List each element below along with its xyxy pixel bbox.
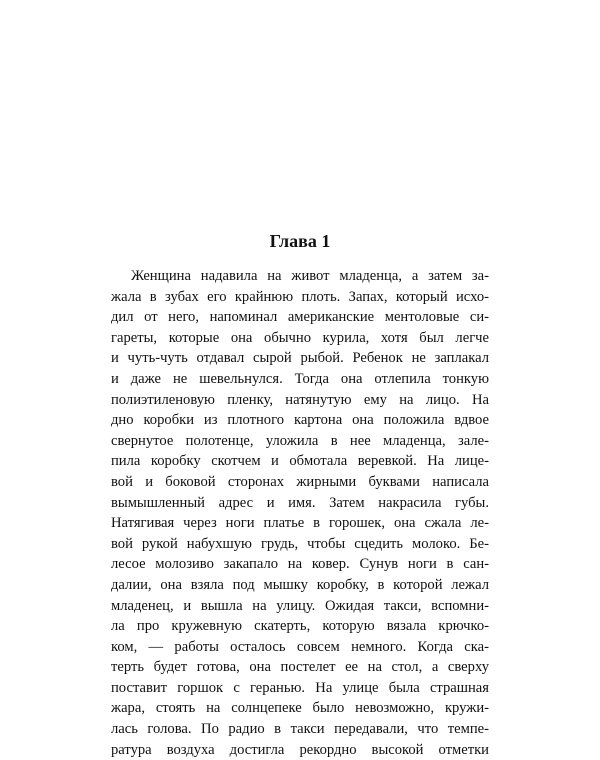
text-line: вой рукой набухшую грудь, чтобы сцедить молоко. Бе- (111, 535, 489, 552)
text-line: лась голова. По радио в такси передавали, что темпе- (111, 721, 489, 738)
text-line: гареты, которые она обычно курила, хотя был легче (111, 329, 489, 346)
text-line: полиэтиленовую пленку, натянутую ему на лицо. На (111, 391, 489, 408)
text-line: далии, она взяла под мышку коробку, в которой лежал (111, 576, 489, 593)
text-line: Натягивая через ноги платье в горошек, она сжала ле- (111, 515, 489, 532)
text-line: и чуть-чуть отдавал сырой рыбой. Ребенок не заплакал (111, 350, 489, 367)
text-line: дил от него, напоминал американские ментоловые си- (111, 309, 489, 326)
text-line: вой и боковой сторонах жирными буквами написала (111, 473, 489, 490)
text-line: Женщина надавила на живот младенца, а затем за- (131, 268, 489, 284)
text-line: жара, стоять на солнцепеке было невозможно, кружи- (111, 700, 489, 717)
text-line: дно коробки из плотного картона она положила вдвое (111, 412, 489, 429)
text-line: жала в зубах его крайнюю плоть. Запах, который исхо- (111, 288, 489, 305)
text-line: вымышленный адрес и имя. Затем накрасила губы. (111, 494, 489, 511)
text-line: терть будет готова, она постелет ее на стол, а сверху (111, 659, 489, 676)
text-line: ком, — работы осталось совсем немного. Когда ска- (111, 638, 489, 655)
text-line: пила коробку скотчем и обмотала веревкой. На лице- (111, 453, 489, 470)
text-line: лесое молозиво закапало на ковер. Сунув ноги в сан- (111, 556, 489, 573)
chapter-title: Глава 1 (269, 231, 331, 251)
text-line: и даже не шевельнулся. Тогда она отлепила тонкую (111, 370, 489, 387)
text-line: свернутое полотенце, уложила в нее младенца, зале- (111, 432, 489, 449)
text-line: ратура воздуха достигла рекордно высокой отметки (111, 741, 489, 758)
text-line: ла про кружевную скатерть, которую вязала крючко- (111, 618, 489, 635)
text-line: поставит горшок с геранью. На улице была страшная (111, 679, 489, 696)
text-line: младенец, и вышла на улицу. Ожидая такси, вспомни- (111, 597, 489, 614)
chapter-body-text (111, 266, 489, 760)
